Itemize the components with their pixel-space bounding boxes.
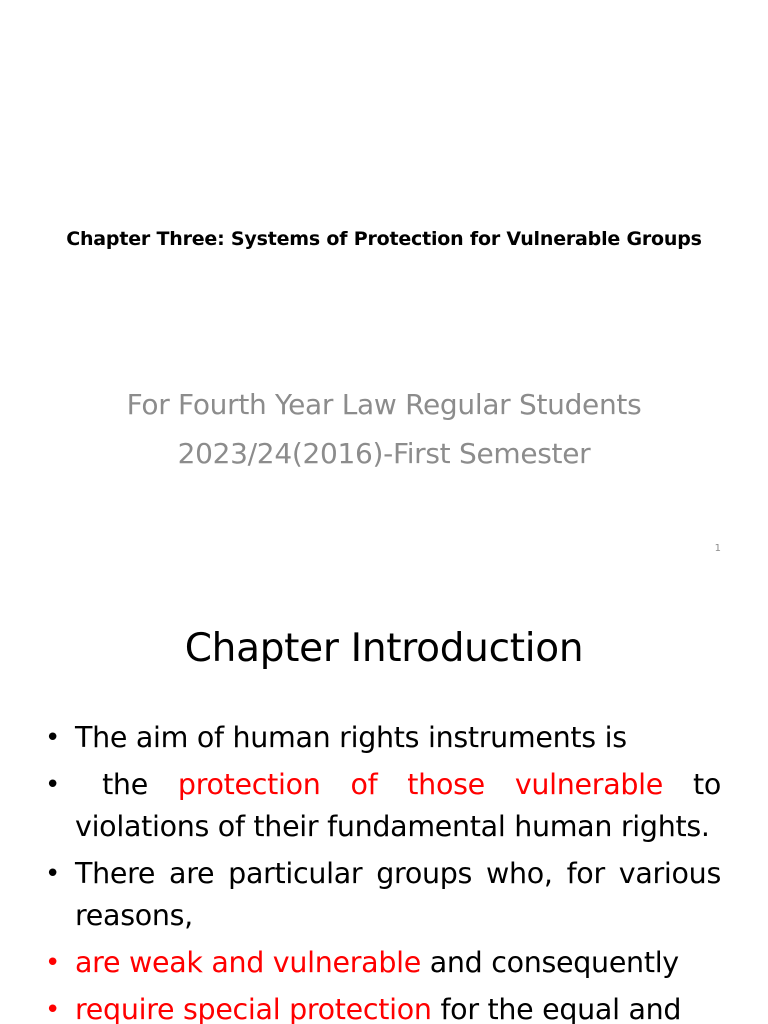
course-subtitle xyxy=(0,380,768,478)
chapter-title: Chapter Three: Systems of Protection for Vulnerable Groups xyxy=(66,228,702,250)
bullet-dot-icon: • xyxy=(45,859,61,889)
bullet-item xyxy=(45,989,721,1024)
subtitle-semester: 2023/24(2016)-First Semester xyxy=(177,437,591,470)
bullet-list xyxy=(45,717,721,1024)
bullet-dot-icon: • xyxy=(45,995,61,1024)
bullet-text: The aim of human rights instruments is xyxy=(75,721,627,754)
bullet-item xyxy=(45,942,721,984)
bullet-dot-icon: • xyxy=(45,723,61,753)
intro-slide xyxy=(0,576,768,1024)
bullet-text: to xyxy=(692,768,721,801)
bullet-highlight-text: require special protection xyxy=(75,993,432,1024)
bullet-text: for the equal and xyxy=(440,993,682,1024)
bullet-text: There are particular groups who, for various reasons, xyxy=(75,857,721,932)
bullet-item xyxy=(45,764,721,848)
bullet-dot-icon: • xyxy=(45,770,61,800)
bullet-highlight-text: protection of those vulnerable xyxy=(177,768,663,801)
bullet-item xyxy=(45,717,721,759)
page-number: 1 xyxy=(714,543,721,554)
bullet-text: violations of their fundamental human rights. xyxy=(75,810,710,843)
bullet-dot-icon: • xyxy=(45,948,61,978)
bullet-lead-text: the xyxy=(102,768,148,801)
subtitle-audience: For Fourth Year Law Regular Students xyxy=(126,388,642,421)
bullet-text: and consequently xyxy=(429,946,679,979)
slide-title: Chapter Introduction xyxy=(184,626,584,671)
bullet-highlight-text: are weak and vulnerable xyxy=(75,946,421,979)
bullet-item xyxy=(45,853,721,937)
